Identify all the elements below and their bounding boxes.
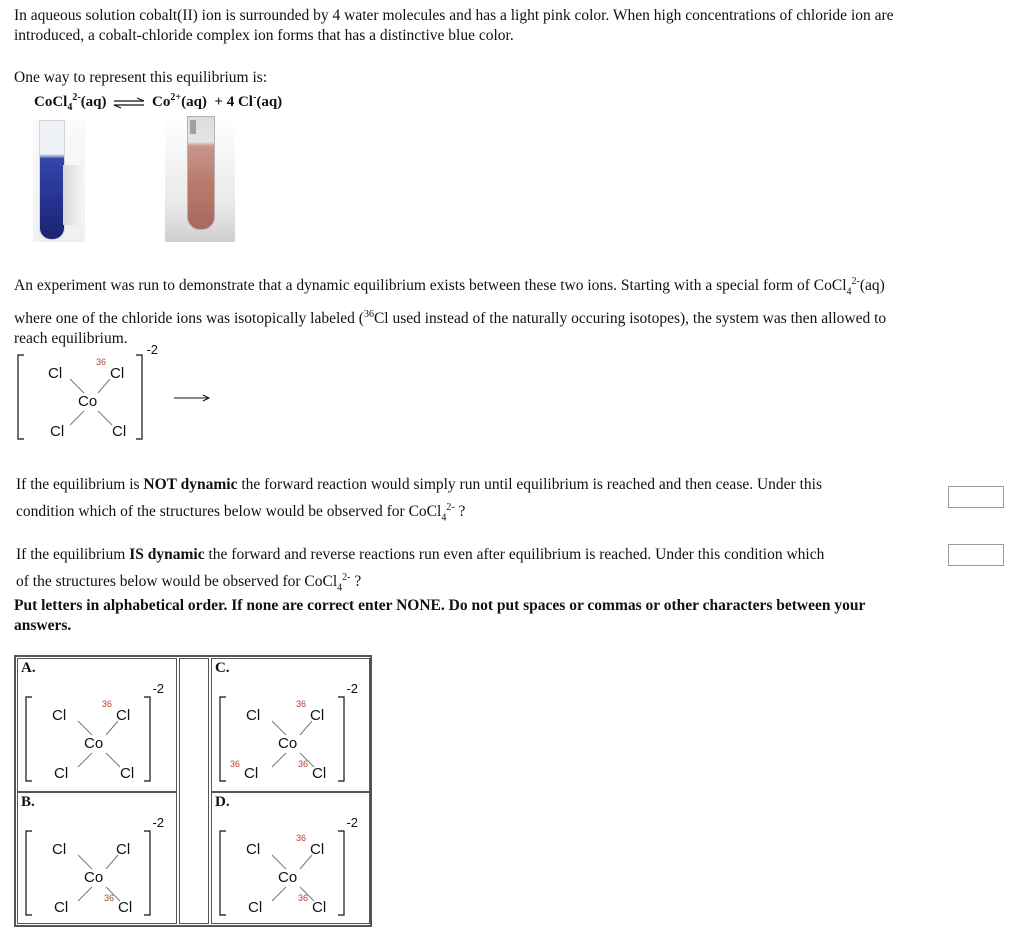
cl-bottom-right: Cl — [112, 423, 127, 440]
reactant-subscript: 4 — [67, 102, 73, 113]
qn-end: ? — [454, 503, 466, 521]
choice-b-label: B. — [21, 794, 35, 810]
choice-c-cell — [211, 658, 370, 792]
a-cl-tr: Cl — [116, 707, 131, 724]
d-charge: -2 — [346, 815, 358, 830]
instructions — [14, 596, 1014, 636]
choice-a-cell — [17, 658, 177, 792]
forward-arrow-icon — [172, 392, 212, 404]
qn-subscript: 4 — [441, 512, 447, 524]
choice-b-complex — [22, 815, 164, 921]
c-cl-bl: Cl — [244, 765, 259, 782]
intro-paragraph — [14, 6, 1014, 46]
a-cl-br: Cl — [120, 765, 135, 782]
cobalt-center: Co — [78, 393, 98, 410]
qn-charge: 2- — [446, 502, 455, 513]
b-cl-br: Cl — [118, 899, 133, 916]
b-cl-tl: Cl — [52, 841, 67, 858]
qn-text-c: condition which of the structures below would be observed for CoCl — [16, 503, 442, 521]
isotope-label: 36 — [96, 357, 107, 367]
separator-column — [179, 658, 209, 924]
cl-top-left: Cl — [48, 365, 63, 382]
experiment-isotope: 36 — [363, 309, 374, 321]
chloride-charge: - — [252, 92, 257, 103]
c-cl-br: Cl — [312, 765, 327, 782]
a-iso-tr: 36 — [102, 699, 113, 709]
experiment-line-2a: where one of the chloride ions was isotopically labeled ( — [14, 310, 364, 328]
choice-b-cell — [17, 792, 177, 924]
reactant-state: (aq) — [80, 94, 107, 110]
question-not-dynamic — [16, 475, 936, 528]
product-ion-charge: 2+ — [170, 92, 182, 103]
cl-bottom-left: Cl — [50, 423, 65, 440]
qn-text-a: If the equilibrium is — [16, 476, 144, 493]
d-iso-tr: 36 — [296, 833, 307, 843]
choices-table — [14, 655, 372, 927]
qi-text-b: the forward and reverse reactions run even after equilibrium is reached. Under this condition which — [204, 546, 825, 563]
choice-d-complex — [216, 815, 358, 921]
product-ion-state: (aq) — [181, 94, 207, 110]
equilibrium-arrows-icon — [112, 97, 146, 109]
choice-d-cell — [211, 792, 370, 924]
a-co: Co — [84, 735, 104, 752]
d-cl-bl: Cl — [248, 899, 263, 916]
intro-line-2: introduced, a cobalt-chloride complex ion forms that has a distinctive blue color. — [14, 27, 514, 44]
complex-charge: -2 — [146, 342, 158, 357]
qi-text-a: If the equilibrium — [16, 546, 130, 563]
c-cl-tr: Cl — [310, 707, 325, 724]
blue-test-tube-photo — [33, 120, 85, 242]
instructions-line-1: Put letters in alphabetical order. If none are correct enter NONE. Do not put spaces or commas or other characters between your — [14, 597, 866, 614]
d-co: Co — [278, 869, 298, 886]
qi-bold: IS dynamic — [129, 546, 205, 563]
experiment-subscript: 4 — [846, 286, 852, 298]
is-dynamic-answer-input[interactable] — [948, 544, 1004, 566]
pink-test-tube-photo — [165, 116, 235, 242]
qi-end: ? — [350, 573, 362, 591]
reactant-formula: CoCl — [34, 94, 68, 110]
c-iso-br: 36 — [298, 759, 309, 769]
equilibrium-lead: One way to represent this equilibrium is: — [14, 69, 268, 86]
choice-a-complex — [22, 681, 164, 787]
b-cl-tr: Cl — [116, 841, 131, 858]
experiment-paragraph — [14, 272, 1014, 349]
c-co: Co — [278, 735, 298, 752]
intro-line-1: In aqueous solution cobalt(II) ion is surrounded by 4 water molecules and has a light pink color. When high concentrations of chloride ion are — [14, 7, 894, 24]
choice-c-label: C. — [215, 660, 230, 676]
a-charge: -2 — [152, 681, 164, 696]
c-cl-tl: Cl — [246, 707, 261, 724]
chloride-term: + 4 Cl — [214, 94, 253, 110]
b-co: Co — [84, 869, 104, 886]
b-cl-bl: Cl — [54, 899, 69, 916]
d-cl-tr: Cl — [310, 841, 325, 858]
starting-complex — [14, 342, 158, 445]
qi-charge: 2- — [342, 572, 351, 583]
c-iso-bl: 36 — [230, 759, 241, 769]
experiment-line-2b: Cl used instead of the naturally occuring isotopes), the system was then allowed to — [373, 310, 887, 328]
chloride-state: (aq) — [256, 94, 283, 110]
experiment-line-3: reach equilibrium. — [14, 330, 128, 348]
equilibrium-equation — [34, 92, 282, 113]
d-cl-tl: Cl — [246, 841, 261, 858]
choice-a-label: A. — [21, 660, 36, 676]
experiment-state: (aq) — [859, 277, 885, 295]
not-dynamic-answer-input[interactable] — [948, 486, 1004, 508]
qn-text-b: the forward reaction would simply run until equilibrium is reached and then cease. Under this — [237, 476, 822, 493]
reactant-charge: 2- — [72, 92, 81, 103]
c-charge: -2 — [346, 681, 358, 696]
d-iso-br: 36 — [298, 893, 309, 903]
experiment-line-1: An experiment was run to demonstrate that a dynamic equilibrium exists between these two ions. Starting with a special form of CoCl — [14, 277, 847, 295]
c-iso-tr: 36 — [296, 699, 307, 709]
a-cl-bl: Cl — [54, 765, 69, 782]
instructions-line-2: answers. — [14, 617, 72, 634]
question-is-dynamic — [16, 545, 936, 598]
qi-text-c: of the structures below would be observed for CoCl — [16, 573, 338, 591]
b-iso-br: 36 — [104, 893, 115, 903]
choice-c-complex — [216, 681, 358, 787]
experiment-charge: 2- — [851, 276, 860, 287]
product-ion: Co — [152, 94, 171, 110]
d-cl-br: Cl — [312, 899, 327, 916]
qn-bold: NOT dynamic — [143, 476, 238, 493]
choice-d-label: D. — [215, 794, 230, 810]
b-charge: -2 — [152, 815, 164, 830]
a-cl-tl: Cl — [52, 707, 67, 724]
cl-top-right: Cl — [110, 365, 125, 382]
qi-subscript: 4 — [337, 582, 343, 594]
